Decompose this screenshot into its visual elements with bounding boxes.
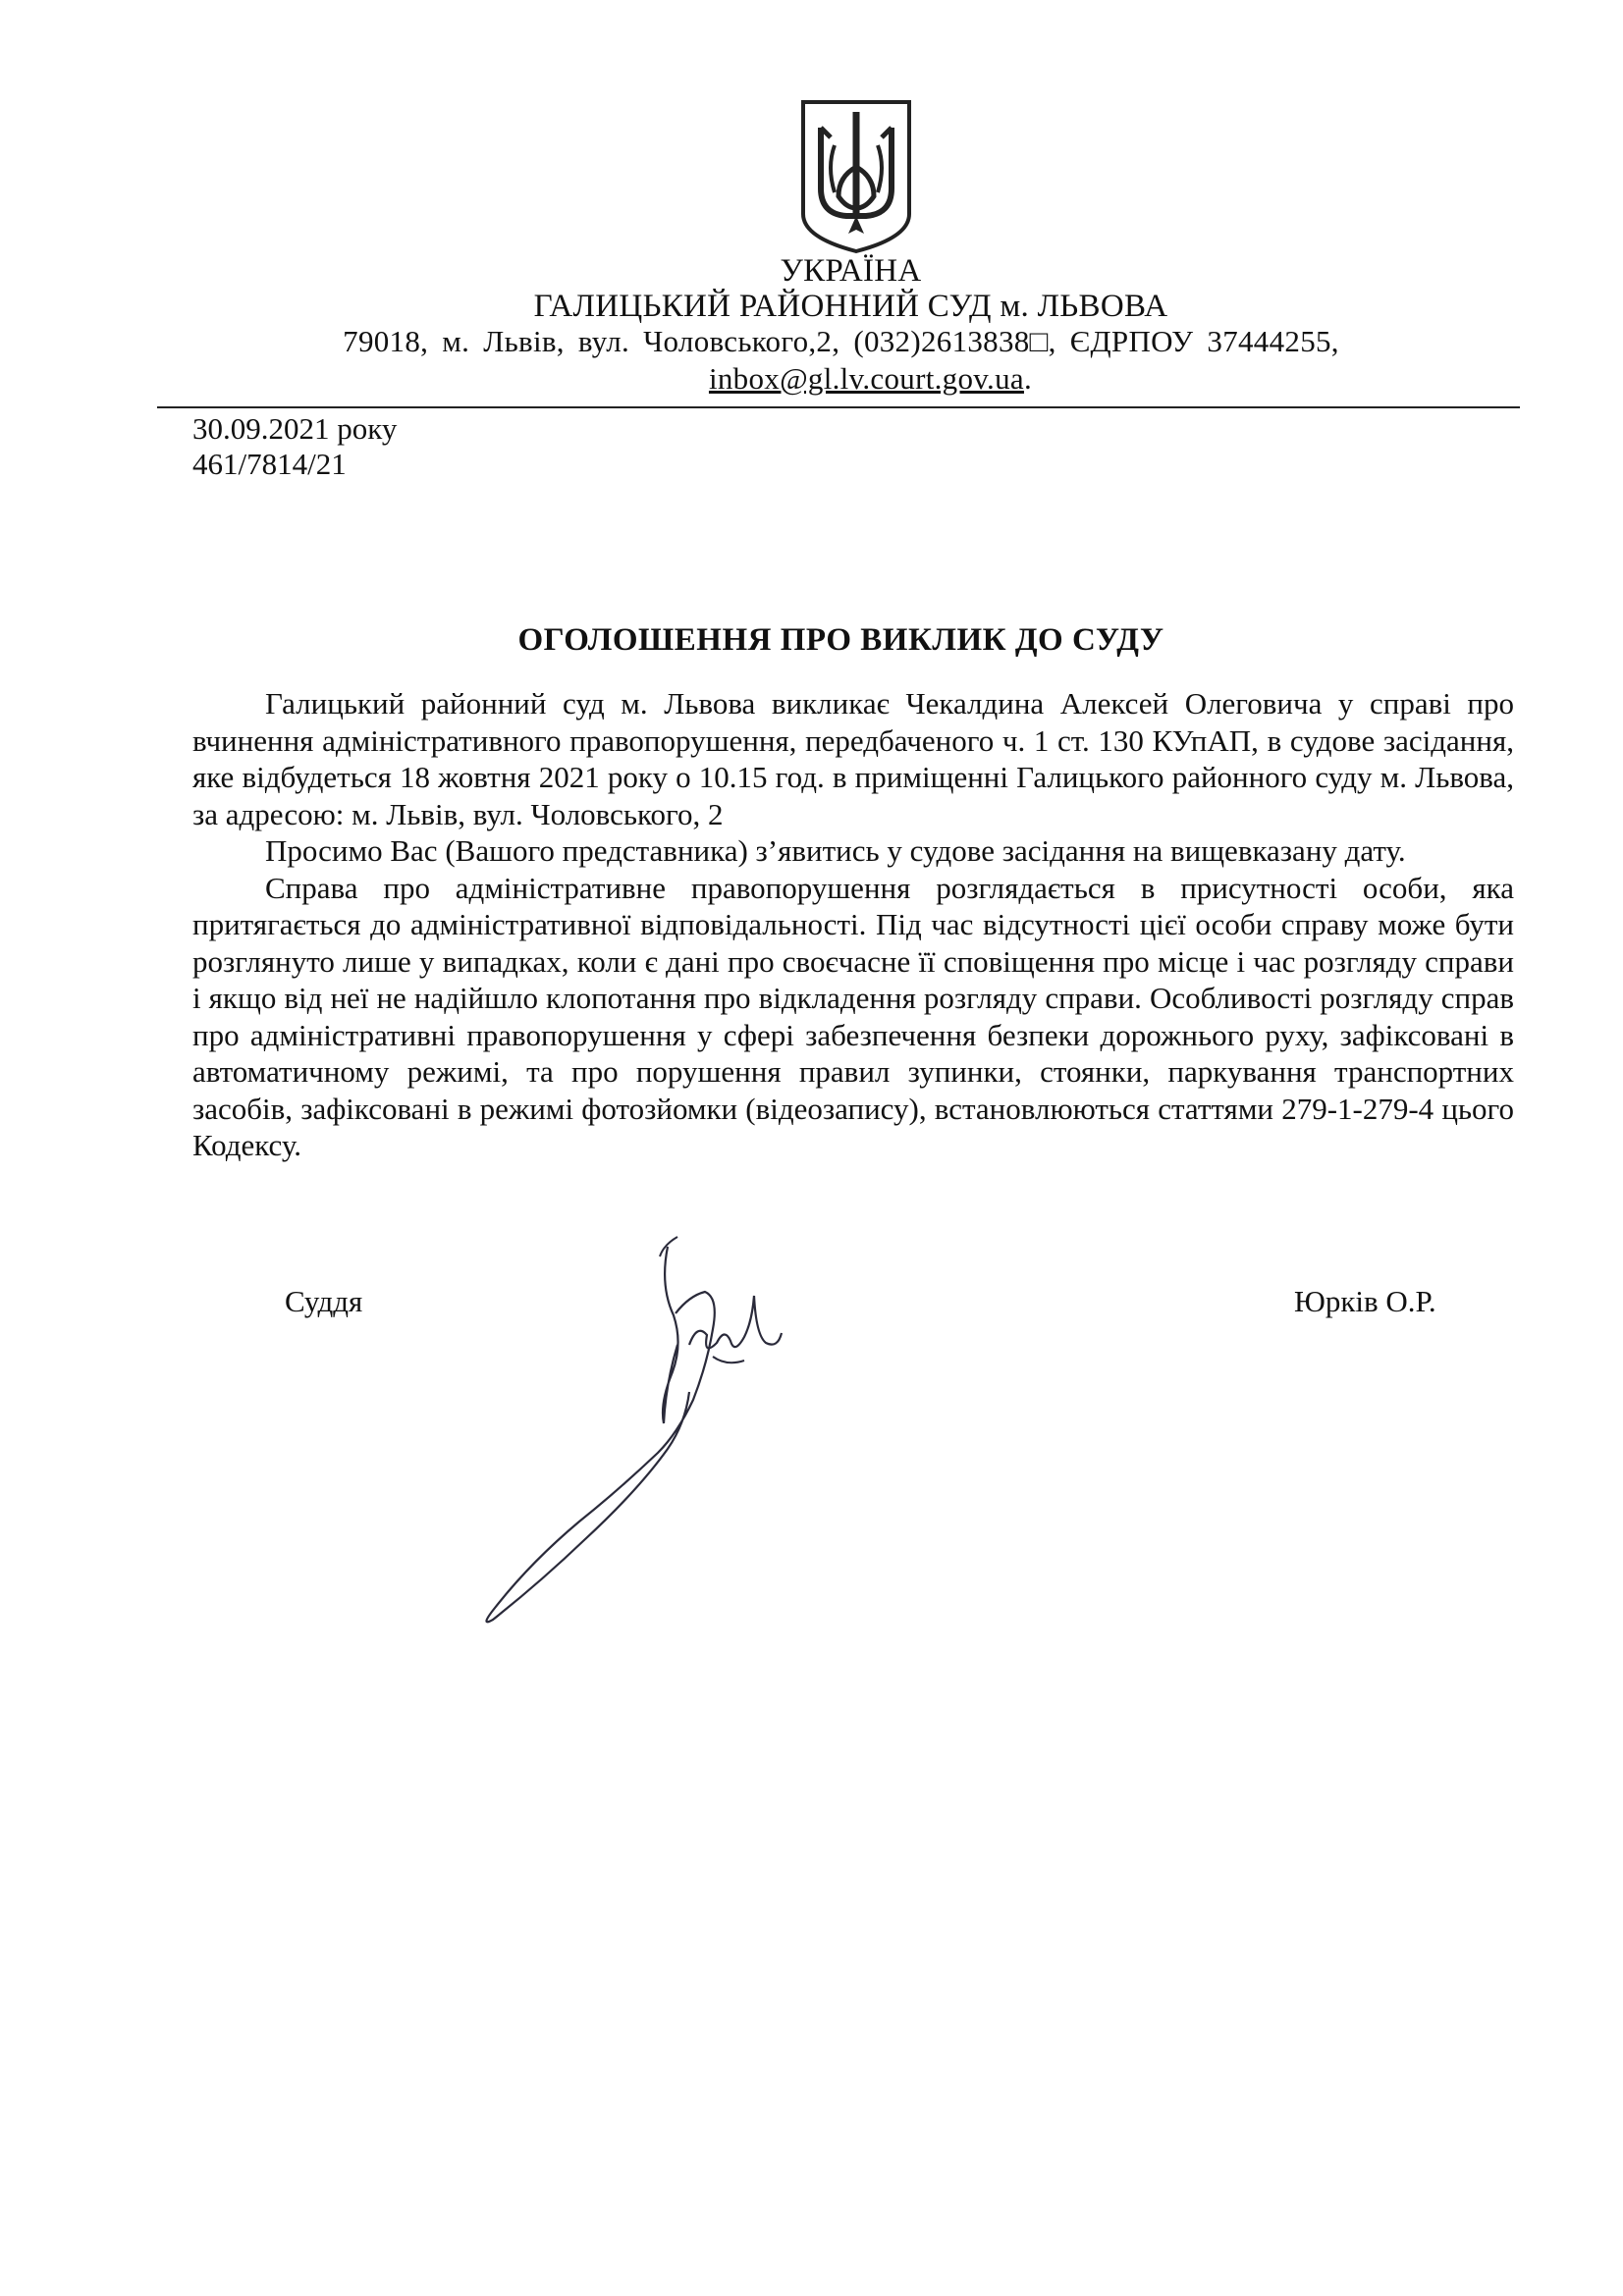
paragraph-summons: Галицький районний суд м. Львова викликає Чекалдина Алексей Олеговича у справі про вчинення адміністративного правопорушення, передбаченого ч. 1 ст. 130 КУпАП, в судове засідання, яке відбудеться 18 жовтня 2021 року о 10.15 год. в приміщенні Галицького районного суду м. Львова, за адресою: м. Львів, вул. Чоловського, 2 — [192, 686, 1514, 831]
edrpou-text: , ЄДРПОУ 37444255, — [1048, 324, 1339, 358]
document-date: 30.09.2021 року — [192, 411, 398, 446]
judge-label: Суддя — [285, 1284, 363, 1318]
court-address — [0, 322, 1623, 361]
address-text: 79018, м. Львів, вул. Чоловського,2, (032)2613838 — [343, 324, 1030, 358]
court-email-link[interactable]: inbox@gl.lv.court.gov.ua — [708, 361, 1024, 396]
handwritten-signature-icon — [432, 1227, 844, 1639]
trident-emblem-icon — [797, 98, 915, 255]
court-email-line — [0, 359, 1623, 399]
judge-name: Юрків О.Р. — [1294, 1284, 1436, 1318]
court-name: ГАЛИЦЬКИЙ РАЙОННИЙ СУД м. ЛЬВОВА — [533, 289, 1168, 324]
paragraph-request: Просимо Вас (Вашого представника) з’явитись у судове засідання на вищевказану дату. — [265, 833, 1406, 868]
document-title: ОГОЛОШЕННЯ ПРО ВИКЛИК ДО СУДУ — [517, 622, 1164, 658]
paragraph-procedure: Справа про адміністративне правопорушення розглядається в присутності особи, яка притягається до адміністративної відповідальності. Під час відсутності цієї особи справу може бути розглянуто лише у випадках, коли є дані про своєчасне її сповіщення про місце і час розгляду справи і якщо від неї не надійшло клопотання про відкладення розгляду справи. Особливості розгляду справ про адміністративні правопорушення у сфері забезпечення безпеки дорожнього руху, зафіксовані в автоматичному режимі, та про порушення правил зупинки, стоянки, паркування транспортних засобів, зафіксовані в режимі фотозйомки (відеозапису), встановлюються статтями 279-1-279-4 цього Кодексу. — [192, 870, 1514, 1162]
document-body — [192, 685, 1514, 1164]
phone-glyph: □ — [1029, 324, 1049, 358]
header-divider — [157, 406, 1520, 408]
email-suffix: . — [1023, 361, 1033, 396]
case-number: 461/7814/21 — [192, 447, 347, 481]
country-name: УКРАЇНА — [780, 253, 922, 289]
